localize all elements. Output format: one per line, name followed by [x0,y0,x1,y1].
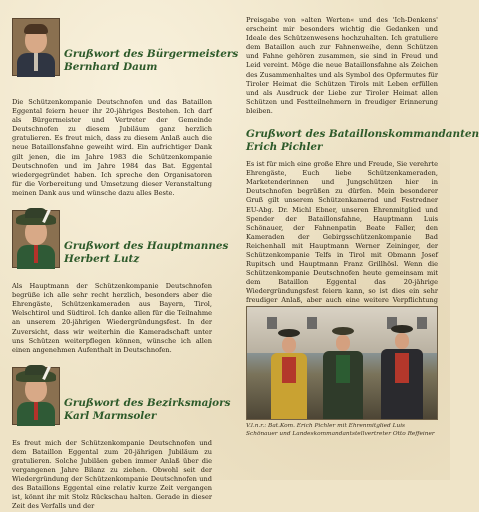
greeting-text: Als Hauptmann der Schützenkompanie Deutschnofen begrüße ich alle sehr recht herzlich, besonders aber die Ehrengäste, Schützenkameraden aus Bayern, Tirol, Welschtirol und Südtirol. Ich danke allen für die Teilnahme an unserem 20-jährigen Wiedergründungsfest. In der Zuversicht, dass wir weiterhin die Kameradschaft unter uns Schützen weiterpflegen können, wünsche ich allen einen angenehmen Aufenthalt in Deutschnofen. [12,282,212,354]
greeting-name: Bernhard Daum [64,61,158,73]
greeting-district-major [12,367,231,512]
continuation-text: Preisgabe von »alten Werten« und des 'Ich-Denkens' erscheint mir besonders wichtig die Gedanken und Ideale des Schützenwesens hochzuhalten. Ich gratuliere dem Bataillon auch zur Fahnenweihe, denn Schützen und Fahne gehören zusammen, sie sind in Freud und Leid vereint. Möge die neue Bataillonsfahne als Zeichen des Zusammenhaltes und als Symbol des Opfermutes für Tiroler Heimat die Schützen Tirols mit Leben erfüllen und als Ausdruck der Liebe zur Tiroler Heimat allen Schützen und Festteilnehmern in freudiger Erinnerung bleiben. [246,16,438,115]
greeting-captain [12,210,229,355]
greeting-mayor [12,18,239,198]
greeting-header [12,18,239,82]
photo-person-left [265,323,313,419]
photo-caption: V.l.n.r.: Bat.Kom. Erich Pichler mit Ehrenmitglied Luis Schönauer und Landeskommandantstellvertreter Otto Reffeiner [246,423,435,437]
greeting-title [64,240,228,266]
group-photo [246,306,438,420]
portrait-district-major [12,367,60,425]
right-column [246,0,479,315]
greeting-text-commander: Es ist für mich eine große Ehre und Freude, Sie verehrte Ehrengäste, Euch liebe Schützenkameraden, Marketenderinnen und Jungschützen hier in Deutschnofen begrüßen zu dürfen. Mein besonderer Gruß gilt unserem Schützenkamerad und Festredner EU-Abg. Dr. Michl Ebner, unseren Ehrenmitglied und Spender der Bataillonsfahne, Hauptmann Luis Schönauer, der Fahnenpatin Beate Faller, den Kameraden der Gebirgsschützenkompanie Bad Reichenhall mit Hauptmann Werner Zeininger, der Schützenkompanie Telfs in Tirol mit Obmann Josef Rupitsch und Hauptmann Franz Grillhösl. Wenn die Schützenkompanie Deutschnofen heute gemeinsam mit dem Bataillon Eggental das 20-jährige Wiedergründungsfest feiern kann, so ist dies ein sehr freudiger Anlaß, aber auch eine weitere Verpflichtung [246,160,438,305]
portrait-mayor [12,18,60,76]
greeting-title-line1: Grußwort des Bürgermeisters [64,48,239,60]
greeting-name: Herbert Lutz [64,253,140,266]
greeting-name: Karl Marmsoler [64,409,157,422]
greeting-text: Die Schützenkompanie Deutschnofen und das Bataillon Eggental feiern heuer ihr 20-jähriges Bestehen. Ich darf als Bürgermeister und Vertreter der Gemeinde Deutschnofen zu diesem Jubiläum ganz herzlich gratulieren. Es freut mich, dass zu diesem Anlaß auch die neue Bataillonsfahne geweiht wird. Ein aufrichtiger Dank gilt jenen, die im Jahre 1983 die Schützenkompanie Deutschnofen und im Jahre 1984 das Bat. Eggental wiedergegründet haben. Ich spreche den Organisatoren für die Vorbereitung und Umsetzung dieser Veranstaltung meinen Dank aus und wünsche dazu alles Beste. [12,98,212,197]
greeting-title [64,48,238,74]
greeting-header [12,210,229,274]
greeting-name: Erich Pichler [246,141,323,154]
greeting-title-line1: Grußwort des Hauptmannes [64,240,229,253]
photo-person-middle [317,321,369,419]
greeting-title-commander [246,128,479,154]
greeting-text: Es freut mich der Schützenkompanie Deutschnofen und dem Bataillon Eggental zum 20-jährigen Jubiläum zu gratulieren. Solche Jubiläen geben immer Anlaß über die vergangenen Jahre Bilanz zu ziehen. Obwohl seit der Wiedergründung der Schützenkompanie Deutschnofen und des Bataillons Eggental eine relativ kurze Zeit vergangen ist, könnt ihr mit Stolz Rückschau halten. Gerade in dieser Zeit des Verfalls und der [12,438,212,511]
greeting-title-line1: Grußwort des Bataillonskommandanten [246,128,479,141]
greeting-title [64,397,230,423]
photo-person-right [375,319,429,419]
greeting-header [12,367,231,431]
portrait-captain [12,210,60,268]
greeting-title-line1: Grußwort des Bezirksmajors [64,396,231,409]
left-column [12,0,239,512]
